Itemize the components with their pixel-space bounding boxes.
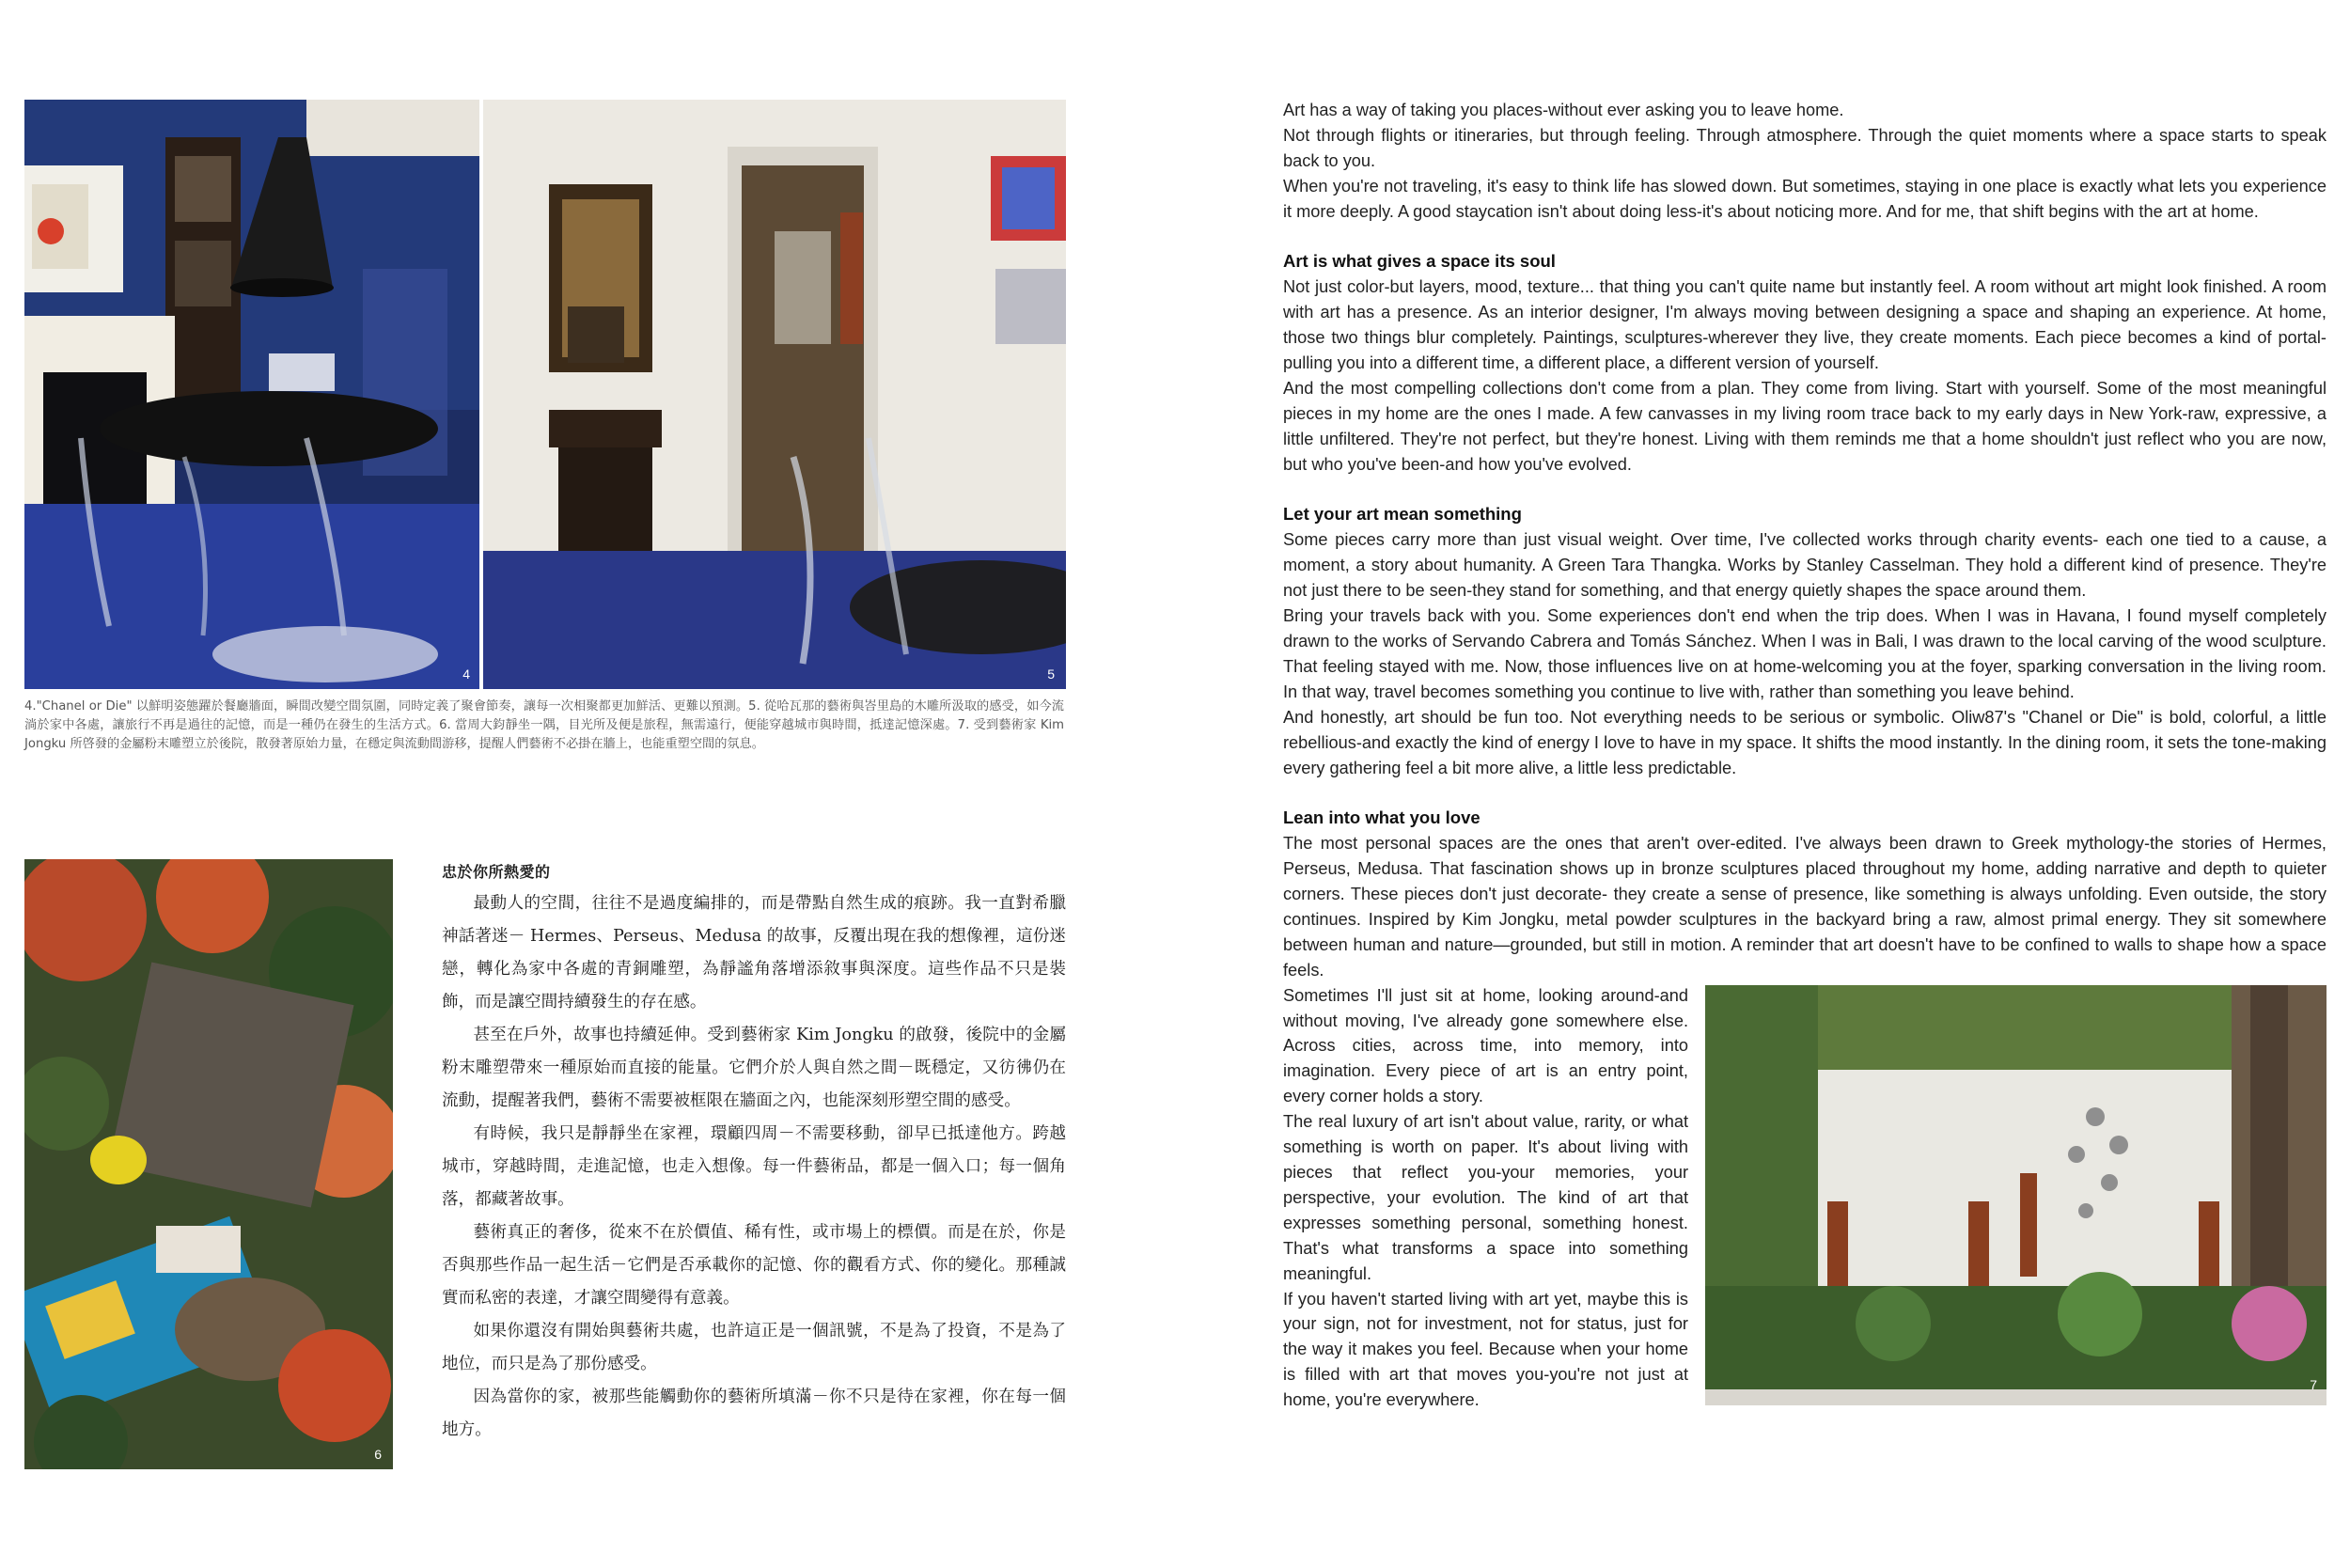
photo-number-5: 5 — [1047, 666, 1055, 682]
body-paragraph: Some pieces carry more than just visual weight. Over time, I've collected works through charity events- each one tied to a cause, a moment, a story about humanity. A Green Tara Thangka. Works by Stanley Casselman. They hold a different kind of presence. They're not just there to be seen-they stand for something, and that energy quietly shapes the space around them. — [1283, 530, 2326, 601]
photo-garden-seating — [24, 859, 393, 1469]
body-paragraph: Not just color-but layers, mood, texture... that thing you can't quite name but instantly feel. A room without art might look finished. A room with art has a presence. As an interior designer, I'm always moving between designing a space and shaping an experience. At home, those two things blur completely. Paintings, sculptures-wherever they live, they create moments. Each piece becomes a kind of portal-pulling you into a different time, a different place, a different version of yourself. — [1283, 277, 2326, 373]
photo-caption: 4."Chanel or Die" 以鮮明姿態躍於餐廳牆面，瞬間改變空間氛圍，同時定義了聚會節奏，讓每一次相聚都更加鮮活、更難以預測。5. 從哈瓦那的藝術與峇里島的木雕所汲取的感受，如今流淌於家中各處，讓旅行不再是過往的記憶，而是一種仍在發生的生活方式。6. 當周大鈞靜坐一隅，目光所及便是旅程，無需遠行，便能穿越城市與時間，抵達記憶深處。7. 受到藝術家 Kim Jongku 所啓發的金屬粉末雕塑立於後院，散發著原始力量，在穩定與流動間游移，提醒人們藝術不必掛在牆上，也能重塑空間的氛息。 — [24, 699, 1064, 751]
photo-backyard-sculptures — [1705, 985, 2326, 1405]
chinese-paragraph: 最動人的空間，往往不是過度編排的，而是帶點自然生成的痕跡。我一直對希臘神話著迷－ Hermes、Perseus、Medusa 的故事，反覆出現在我的想像裡，這份迷戀，轉化為家中各處的青銅雕塑，為靜謐角落增添敘事與深度。這些作品不只是裝飾，而是讓空間持續發生的存在感。 — [442, 894, 1066, 1011]
photo-dining-room — [24, 100, 479, 689]
section-heading-love: Lean into what you love — [1283, 808, 1480, 828]
body-paragraph: If you haven't started living with art yet, maybe this is your sign, not for investment, not for status, just for the way it makes you feel. Because when your home is filled with art that moves you-you're not just at home, you're everywhere. — [1283, 1289, 1688, 1410]
photo-number-7: 7 — [2310, 1376, 2317, 1392]
section-heading-soul: Art is what gives a space its soul — [1283, 251, 1556, 272]
chinese-paragraph: 因為當你的家，被那些能觸動你的藝術所填滿－你不只是待在家裡，你在每一個地方。 — [442, 1388, 1066, 1439]
chinese-paragraph: 如果你還沒有開始與藝術共處，也許這正是一個訊號，不是為了投資，不是為了地位，而只是為了那份感受。 — [442, 1322, 1066, 1373]
chinese-heading: 忠於你所熱愛的 — [442, 863, 551, 881]
intro-paragraph: Not through flights or itineraries, but through feeling. Through atmosphere. Through the quiet moments where a space starts to speak back to you. — [1283, 125, 2326, 170]
photo-hallway — [483, 100, 1066, 689]
body-paragraph: And the most compelling collections don't come from a plan. They come from living. Start with yourself. Some of the most meaningful pieces in my home are the ones I made. A few canvasses in my living room trace back to my early days in New York-raw, expressive, a little unfiltered. They're not perfect, but they're honest. Living with them reminds me that a home shouldn't just reflect who you are now, but who you've been-and how you've evolved. — [1283, 378, 2326, 474]
photo-number-4: 4 — [462, 666, 470, 682]
body-paragraph: Bring your travels back with you. Some experiences don't end when the trip does. When I was in Havana, I found myself completely drawn to the works of Servando Cabrera and Tomás Sánchez. When I was in Bali, I was drawn to the local carving of the wood sculpture. That feeling stayed with me. Now, those influences live on at home-welcoming you at the foyer, sparking conversation in the living room. In that way, travel becomes something you continue to live with, rather than something you leave behind. — [1283, 606, 2326, 701]
section-heading-meaning: Let your art mean something — [1283, 504, 1522, 525]
body-paragraph: And honestly, art should be fun too. Not everything needs to be serious or symbolic. Oliw87's "Chanel or Die" is bold, colorful, a little rebellious-and exactly the kind of energy I love to have in my space. It shifts the mood instantly. In the dining room, it sets the tone-making every gathering feel a bit more alive, a little less predictable. — [1283, 707, 2326, 777]
chinese-paragraph: 有時候，我只是靜靜坐在家裡，環顧四周－不需要移動，卻早已抵達他方。跨越城市，穿越時間，走進記憶，也走入想像。每一件藝術品，都是一個入口；每一個角落，都藏著故事。 — [442, 1124, 1066, 1209]
body-paragraph: The real luxury of art isn't about value, rarity, or what something is worth on paper. It's about living with pieces that reflect you-your memories, your perspective, your evolution. The kind of art that expresses something personal, something honest. That's what transforms a space into something meaningful. — [1283, 1112, 1688, 1283]
intro-paragraph: Art has a way of taking you places-without ever asking you to leave home. — [1283, 101, 1844, 119]
photo-number-6: 6 — [374, 1447, 382, 1462]
chinese-paragraph: 甚至在戶外，故事也持續延伸。受到藝術家 Kim Jongku 的啟發，後院中的金屬粉末雕塑帶來一種原始而直接的能量。它們介於人與自然之間－既穩定，又彷彿仍在流動，提醒著我們，藝術不需要被框限在牆面之內，也能深刻形塑空間的感受。 — [442, 1026, 1066, 1110]
chinese-article — [442, 860, 1066, 1447]
chinese-paragraph: 藝術真正的奢侈，從來不在於價值、稀有性，或市場上的標價。而是在於，你是否與那些作品一起生活－它們是否承載你的記憶、你的觀看方式、你的變化。那種誠實而私密的表達，才讓空間變得有意義。 — [442, 1223, 1066, 1308]
intro-paragraph: When you're not traveling, it's easy to think life has slowed down. But sometimes, staying in one place is exactly what lets you experience it more deeply. A good staycation isn't about doing less-it's about noticing more. And for me, that shift begins with the art at home. — [1283, 176, 2326, 221]
body-paragraph: Sometimes I'll just sit at home, looking around-and without moving, I've already gone somewhere else. Across cities, across time, into memory, into imagination. Every piece of art is an entry point, every corner holds a story. — [1283, 985, 1688, 1106]
body-paragraph: The most personal spaces are the ones that aren't over-edited. I've always been drawn to Greek mythology-the stories of Hermes, Perseus, Medusa. That fascination shows up in bronze sculptures placed throughout my home, adding narrative and depth to quieter corners. These pieces don't just decorate- they create a sense of presence, like something is always unfolding. Even outside, the story continues. Inspired by Kim Jongku, metal powder sculptures in the backyard bring a raw, almost primal energy. They sit somewhere between human and nature—grounded, but still in motion. A reminder that art doesn't have to be confined to walls to shape how a space feels. — [1283, 834, 2326, 980]
english-article — [1283, 98, 2326, 1413]
